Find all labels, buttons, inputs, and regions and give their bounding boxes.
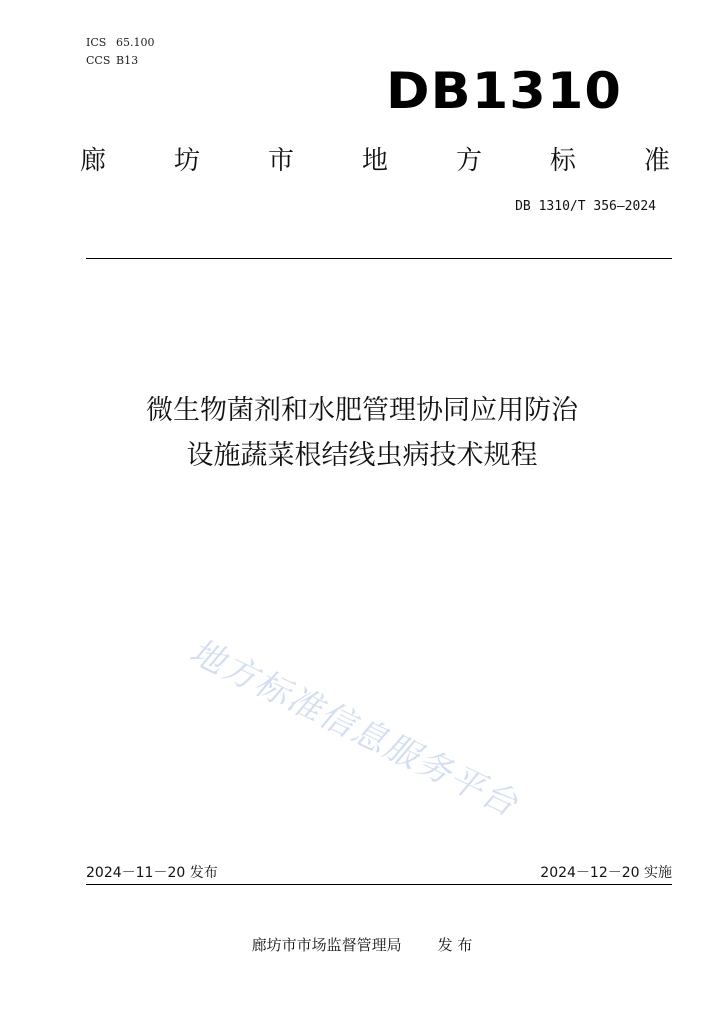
issuer-action: 发 布 [437, 936, 473, 954]
top-divider [86, 258, 672, 259]
standard-type-char: 标 [549, 145, 576, 176]
title-line-1: 微生物菌剂和水肥管理协同应用防治 [146, 395, 578, 426]
ics-code [86, 36, 155, 50]
ccs-label: CCS [86, 54, 111, 67]
db-mark: DB1310 [386, 62, 623, 120]
implement-date: 2024－12－20 实施 [540, 865, 672, 881]
standard-type-char: 廊 [80, 145, 107, 176]
publish-date: 2024－11－20 发布 [86, 865, 218, 881]
standard-type-char: 方 [455, 145, 482, 176]
standard-type-char: 市 [267, 145, 294, 176]
standard-type-char: 准 [643, 145, 670, 176]
issuer-name: 廊坊市市场监督管理局 [251, 936, 402, 954]
ics-value: 65.100 [116, 36, 155, 49]
bottom-divider [86, 884, 672, 885]
standard-type-heading [80, 138, 670, 178]
title-line-2: 设施蔬菜根结线虫病技术规程 [186, 440, 538, 471]
standard-type-char: 坊 [173, 145, 200, 176]
ccs-value: B13 [116, 54, 139, 67]
watermark: 地方标准信息服务平台 [183, 631, 525, 826]
issuer-line [0, 934, 724, 955]
standard-type-char: 地 [361, 145, 388, 176]
ics-label: ICS [86, 36, 107, 49]
ccs-code [86, 54, 138, 68]
standard-number: DB 1310/T 356—2024 [515, 199, 656, 214]
